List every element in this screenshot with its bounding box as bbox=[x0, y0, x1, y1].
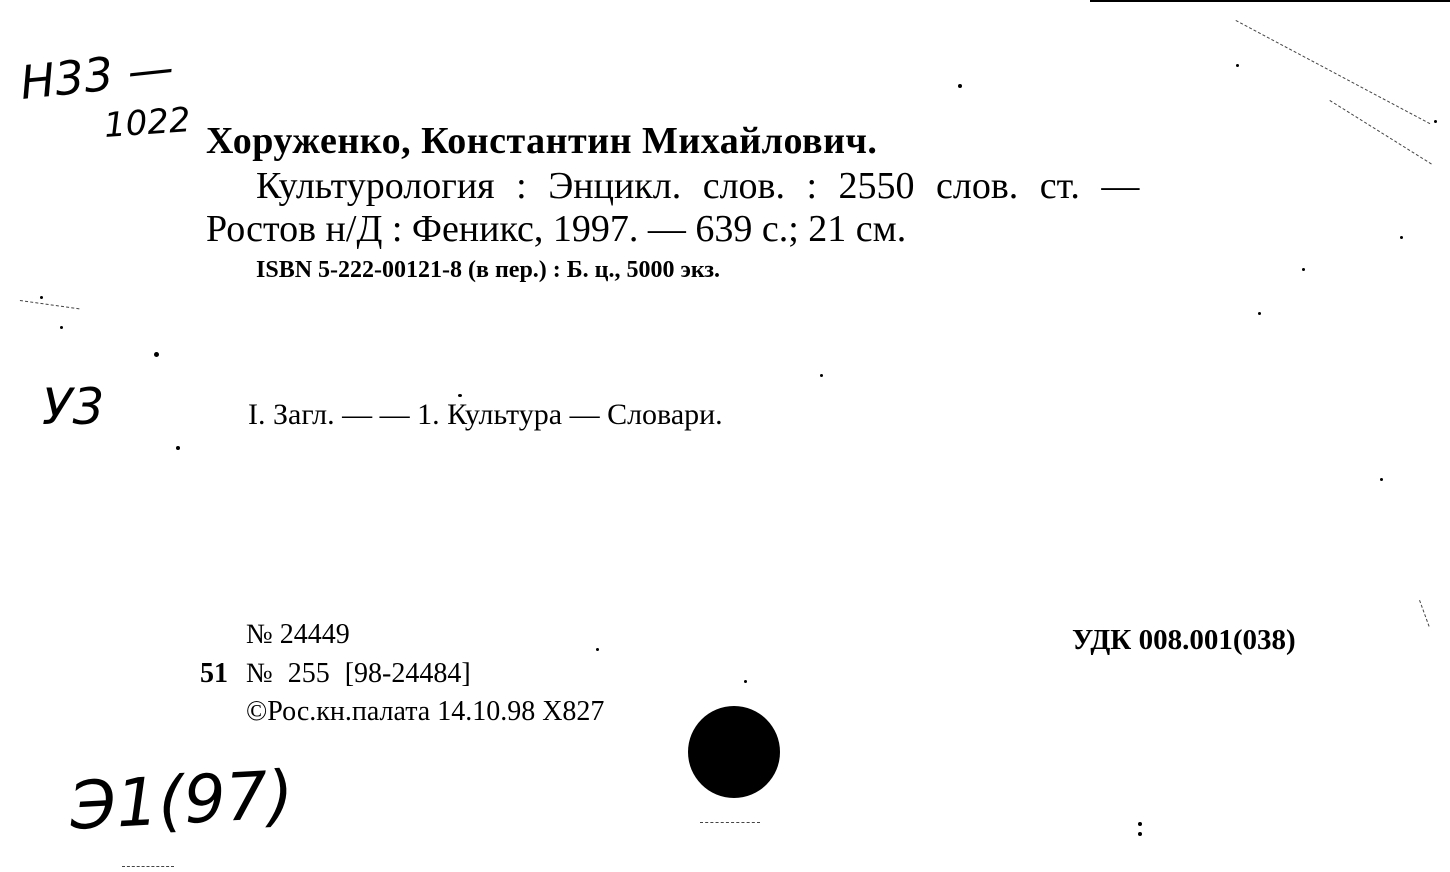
scan-noise-line bbox=[1419, 600, 1430, 627]
title-line: Культурология : Энцикл. слов. : 2550 слов. ст. — bbox=[256, 165, 1140, 207]
scan-speck bbox=[1380, 478, 1383, 481]
scan-speck bbox=[596, 648, 599, 651]
scan-speck bbox=[1434, 120, 1437, 123]
author-heading: Хоруженко, Константин Михайлович. bbox=[206, 120, 878, 162]
scan-noise-line bbox=[1236, 20, 1431, 124]
tracings-line: I. Загл. — — 1. Культура — Словари. bbox=[248, 398, 723, 431]
udc-code: УДК 008.001(038) bbox=[1072, 624, 1296, 656]
scan-speck bbox=[176, 446, 180, 450]
book-chamber-line: ©Рос.кн.палата 14.10.98 Х827 bbox=[246, 696, 605, 727]
scan-noise-line bbox=[1329, 100, 1431, 164]
scan-speck bbox=[1302, 268, 1305, 271]
scan-speck bbox=[820, 374, 823, 377]
punch-hole bbox=[688, 706, 780, 798]
handwritten-subject-code: У3 bbox=[42, 378, 105, 436]
scan-noise-line bbox=[700, 822, 760, 823]
scan-speck bbox=[458, 394, 462, 397]
scan-speck bbox=[154, 352, 159, 357]
scan-speck bbox=[958, 84, 962, 88]
registration-second-number: № 255 [98-24484] bbox=[246, 658, 471, 689]
scan-speck bbox=[60, 326, 63, 329]
handwritten-shelf-number: 1022 bbox=[102, 100, 192, 146]
handwritten-classification: Э1(97) bbox=[68, 756, 296, 845]
scan-noise-line bbox=[122, 866, 174, 867]
scan-noise-line bbox=[20, 300, 80, 309]
scan-speck bbox=[1400, 236, 1403, 239]
isbn-line: ISBN 5-222-00121-8 (в пер.) : Б. ц., 5000 экз. bbox=[256, 257, 720, 283]
scan-speck bbox=[1236, 64, 1239, 67]
registration-number: № 24449 bbox=[246, 619, 350, 650]
scan-speck bbox=[744, 680, 747, 683]
top-edge-line bbox=[1090, 0, 1450, 2]
scan-speck bbox=[1138, 822, 1142, 826]
scan-speck bbox=[1258, 312, 1261, 315]
imprint-line: Ростов н/Д : Феникс, 1997. — 639 с.; 21 см. bbox=[206, 208, 907, 250]
scan-speck bbox=[1138, 832, 1142, 836]
handwritten-shelf-mark: Н33 — bbox=[17, 40, 177, 110]
scan-speck bbox=[40, 296, 43, 299]
registration-prefix: 51 bbox=[200, 658, 228, 689]
